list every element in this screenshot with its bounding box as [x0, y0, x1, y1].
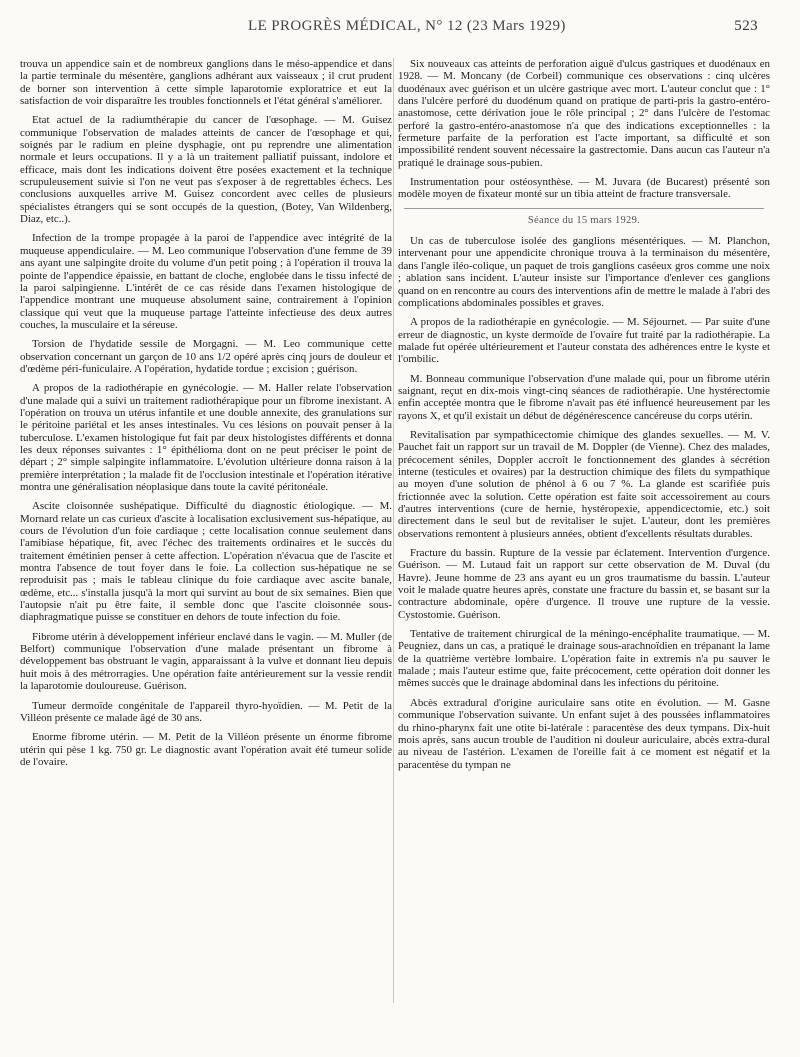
left-column-paragraph: Fibrome utérin à développement inférieur enclavé dans le vagin. — M. Muller (de Belfort) communique l'observation d'une malade présentant un fibrome à développement bas obstruant le vagin, apparaissant à la vulve et donnant lieu depuis huit mois à des métrorragies. Une opération faite antérieurement sur la vessie rendit la laparotomie douloureuse. Guérison. [20, 630, 392, 693]
right-column [398, 58, 770, 778]
left-column-paragraph: Infection de la trompe propagée à la paroi de l'appendice avec intégrité de la muqueuse appendiculaire. — M. Leo communique l'observation d'une femme de 39 ans ayant une salpingite droite du volume d'un petit poing ; à l'opération il trouva la pointe de l'appendice épaissie, en battant de cloche, englobée dans le tissu infecté de la paroi salpingienne. L'intérêt de ce cas réside dans l'examen histologique de l'appendice montrant une muqueuse absolument saine, contrairement à l'opinion classique qui veut que la muqueuse partage l'atteinte infectieuse des deux autres couches, la musculaire et la séreuse. [20, 232, 392, 331]
left-column-paragraph: A propos de la radiothérapie en gynécologie. — M. Haller relate l'observation d'une malade qui a suivi un traitement radiothérapique pour un fibrome inexistant. A l'opération on trouva un utérus infantile et une double annexite, des granulations sur le péritoine pariétal et les anses intestinales. Vu ces lésions on pouvait penser à la tuberculose. L'examen histologique fut fait par deux histologistes différents et donna les deux réponses suivantes : 1° épithélioma dont on ne peut préciser le point de départ ; 2° simple salpingite inflammatoire. L'évolution ultérieure donna raison à la première interprétation ; la malade fit de l'occlusion intestinale et l'opération itérative montra une généralisation néoplasique dans toute la cavité péritonéale. [20, 382, 392, 493]
left-column [20, 58, 392, 775]
page-header [20, 18, 780, 40]
right-column-paragraph: Tentative de traitement chirurgical de la méningo-encéphalite traumatique. — M. Peugniez, dans un cas, a pratiqué le drainage sous-arachnoïdien en trépanant la lame de la quatrième vertèbre lombaire. L'opération faite in extremis n'a pu sauver le malade ; mais l'auteur estime que, faite précocement, cette opération doit donner les mêmes succès que le drainage abdominal dans les infections du péritoine. [398, 628, 770, 690]
page-number: 523 [734, 18, 758, 34]
right-column-paragraph: Revitalisation par sympathicectomie chimique des glandes sexuelles. — M. V. Pauchet fait un rapport sur un travail de M. Doppler (de Vienne). Chez des malades, précocement séniles, Doppler accroît le fonctionnement des glandes à sécrétion interne (testicules et ovaires) par la destruction chimique des filets du sympathique au moyen d'une solution de phénol à 6 ou 7 %. La glande est scarifiée puis frictionnée avec la solution. Cette opération est faite soit accessoirement au cours d'autres interventions (cure de hernie, hystéropexie, appendicectomie, etc.) soit directement dans le seul but de revitaliser le sujet. L'auteur, dont les premières observations remontent à plusieurs années, obtient d'excellents résultats durables. [398, 428, 770, 540]
left-column-paragraph: Enorme fibrome utérin. — M. Petit de la Villéon présente un énorme fibrome utérin qui pèse 1 kg. 750 gr. Le diagnostic avant l'opération avait été tumeur solide de l'ovaire. [20, 731, 392, 768]
left-column-paragraph: Tumeur dermoïde congénitale de l'appareil thyro-hyoïdien. — M. Petit de la Villéon présente ce malade âgé de 30 ans. [20, 699, 392, 724]
right-column-paragraph: M. Bonneau communique l'observation d'une malade qui, pour un fibrome utérin saignant, reçut en dix-mois vingt-cinq séances de radiothérapie. Une hystérectomie enfin acceptée montra que le fibrome n'avait pas été influencé heureusement par les rayons X, et qu'il existait un début de dégénérescence cancéreuse du corps utérin. [398, 372, 770, 422]
section-rule [404, 208, 764, 209]
right-column-paragraph: Un cas de tuberculose isolée des ganglions mésentériques. — M. Planchon, intervenant pour une appendicite chronique trouva à la terminaison du mésentère, dans l'angle iléo-colique, un paquet de trois ganglions caséeux gros comme une noix ; ablation sans incident. L'auteur insiste sur l'importance d'enlever ces ganglions quand on en rencontre au cours des interventions afin de mettre le malade à l'abri des complications abdominales possibles et graves. [398, 235, 770, 309]
right-column-paragraph: Instrumentation pour ostéosynthèse. — M. Juvara (de Bucarest) présenté son modèle moyen de fixateur monté sur un tibia atteint de fracture transversale. [398, 176, 770, 201]
column-divider [393, 58, 394, 1003]
right-column-paragraph: A propos de la radiothérapie en gynécologie. — M. Séjournet. — Par suite d'une erreur de diagnostic, un kyste dermoïde de l'ovaire fut traité par la radiothérapie. La malade fut opérée ultérieurement et l'auteur constata des adhérences entre le kyste et l'ombilic. [398, 316, 770, 366]
left-column-paragraph: Torsion de l'hydatide sessile de Morgagni. — M. Leo communique cette observation concernant un garçon de 10 ans 1/2 opéré après cinq jours de douleur et d'œdème péri-funiculaire. A l'opération, hydatide tordue ; excision ; guérison. [20, 338, 392, 375]
right-column-paragraph: Fracture du bassin. Rupture de la vessie par éclatement. Intervention d'urgence. Guérison. — M. Lutaud fait un rapport sur cette observation de M. Duval (du Havre). Jeune homme de 23 ans ayant eu un gros traumatisme du bassin. L'auteur voit le malade quatre heures après, constate une fracture du bassin et, se basant sur la contracture abdominale, opère d'urgence. Il trouve une rupture de la vessie. Cystostomie. Guérison. [398, 547, 770, 621]
running-title: LE PROGRÈS MÉDICAL, N° 12 (23 Mars 1929) [248, 18, 566, 34]
left-column-paragraph: Etat actuel de la radiumthérapie du cancer de l'œsophage. — M. Guisez communique l'observation de malades atteints de cancer de l'œsophage et qui, soignés par le radium en pleine dysphagie, ont pu reprendre une alimentation normale et leurs occupations. Il y a là un traitement palliatif puissant, indolore et efficace, mais dont les indications doivent être posées exactement et la technique scrupuleusement suivie si l'on ne veut pas s'exposer à de regrettables échecs. Les conclusions auxquelles arrive M. Guisez concordent avec celles de plusieurs spécialistes étrangers qui se sont occupés de la question, (Botey, Van Wildenberg, Diaz, etc..). [20, 114, 392, 226]
seance-heading: Séance du 15 mars 1929. [527, 214, 641, 226]
left-column-paragraph: trouva un appendice sain et de nombreux ganglions dans le méso-appendice et dans la partie terminale du mésentère, ganglions adhérant aux vaisseaux ; il crut prudent de borner son intervention à cette simple laparotomie exploratrice et eut la satisfaction de voir disparaître les troubles fonctionnels et l'état général s'améliorer. [20, 58, 392, 108]
left-column-paragraph: Ascite cloisonnée sushépatique. Difficulté du diagnostic étiologique. — M. Mornard relate un cas curieux d'ascite à localisation exclusivement sus-hépatique, au cours de l'évolution d'un foie cardiaque ; cette localisation connue seulement dans l'amibiase hépatique, fit, avec l'échec des traitements ordinaires et le succès du traitement émétinien penser à cette affection. L'opération n'évacua que de l'ascite et montra l'absence de tout foyer dans le foie. La collection sus-hépatique ne se reproduisit pas ; mais le tableau clinique du foie cardiaque avec ascite banale, œdème, etc... s'installa jusqu'à la mort qui survint au bout de six semaines. Bien que l'autopsie n'ait pu être faite, il semble donc que l'ascite cloisonnée sous-diaphragmatique puisse se constituer en dehors de toute infection du foie. [20, 500, 392, 624]
right-column-paragraph: Abcès extradural d'origine auriculaire sans otite en évolution. — M. Gasne communique l'observation suivante. Un enfant sujet à des poussées inflammatoires du rhino-pharynx fait une otite bi-latérale : paracentèse des deux tympans. Dix-huit mois après, sans aucun trouble de l'audition ni douleur auriculaire, abcès extra-dural au niveau de l'astérion. L'examen de l'oreille fait à ce moment est négatif et la paracentèse du tympan ne [398, 696, 770, 771]
right-column-paragraph: Six nouveaux cas atteints de perforation aiguë d'ulcus gastriques et duodénaux en 1928. — M. Moncany (de Corbeil) communique ces observations : cinq ulcères duodénaux avec guérison et un ulcère gastrique avec mort. L'auteur conclut que : 1° dans l'ulcère perforé du duodénum quand on pratique de parti-pris la gastro-entéro-anastomose, cette dérivation joue le rôle principal ; 2° dans l'ulcère de l'estomac perforé la gastro-entéro-anastomose n'a que des indications exceptionnelles : la fermeture parfaite de la perforation est l'acte important, sa difficulté et son impossibilité rendent souvent nécessaire la gastrectomie. Dans aucun cas l'auteur n'a pratiqué le drainage sous-pubien. [398, 58, 770, 169]
